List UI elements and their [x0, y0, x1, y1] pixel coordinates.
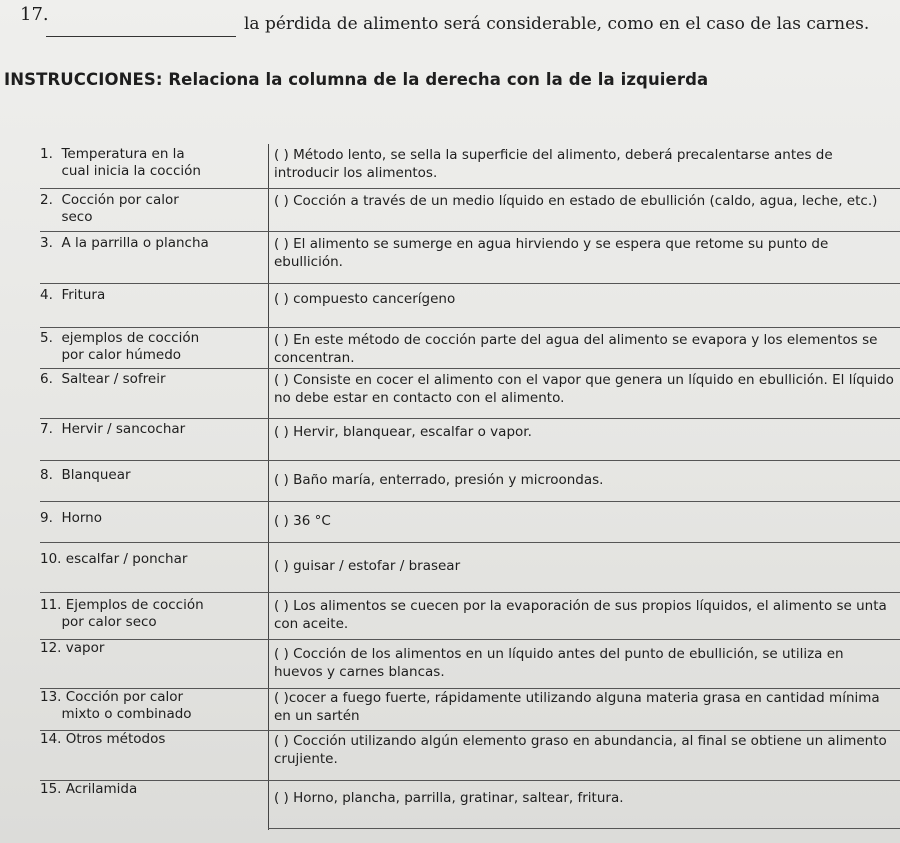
table-row	[40, 688, 900, 731]
left-item: 1. Temperatura en la cual inicia la cocción	[40, 146, 201, 179]
table-row	[40, 144, 900, 186]
right-item: ( ) compuesto cancerígeno	[274, 291, 456, 307]
table-row	[40, 460, 900, 501]
left-item: 2. Cocción por calor seco	[40, 192, 179, 225]
left-item: 11. Ejemplos de cocción por calor seco	[40, 597, 204, 630]
left-item: 5. ejemplos de cocción por calor húmedo	[40, 330, 200, 363]
table-row	[40, 418, 900, 459]
right-item: ( ) Cocción utilizando algún elemento graso en abundancia, al final se obtiene un alimento crujiente.	[274, 733, 887, 767]
left-item: 15. Acrilamida	[40, 781, 138, 797]
right-item: ( ) 36 °C	[274, 513, 331, 529]
right-item: ( ) Cocción de los alimentos en un líquido antes del punto de ebullición, se utiliza en huevos y carnes blancas.	[274, 646, 844, 680]
answer-blank	[46, 36, 236, 37]
left-item: 13. Cocción por calor mixto o combinado	[40, 689, 192, 722]
right-item: ( ) guisar / estofar / brasear	[274, 558, 461, 574]
question-17	[8, 2, 888, 42]
right-item: ( ) Baño maría, enterrado, presión y microondas.	[274, 472, 604, 488]
table-bottom-border	[268, 828, 900, 829]
right-item: ( ) En este método de cocción parte del agua del alimento se evapora y los elementos se concentran.	[274, 332, 878, 366]
table-row	[40, 368, 900, 417]
table-row	[40, 639, 900, 690]
right-item: ( ) Cocción a través de un medio líquido en estado de ebullición (caldo, agua, leche, etc.)	[274, 193, 878, 209]
left-item: 9. Horno	[40, 510, 103, 526]
right-item: ( ) El alimento se sumerge en agua hirviendo y se espera que retome su punto de ebullición.	[274, 236, 829, 270]
table-row	[40, 327, 900, 366]
right-item: ( ) Horno, plancha, parrilla, gratinar, saltear, fritura.	[274, 790, 624, 806]
table-row	[40, 780, 900, 827]
left-item: 14. Otros métodos	[40, 731, 166, 747]
table-row	[40, 283, 900, 326]
left-item: 7. Hervir / sancochar	[40, 421, 186, 437]
instructions-heading: INSTRUCCIONES: Relaciona la columna de la derecha con la de la izquierda	[4, 70, 709, 89]
left-item: 6. Saltear / sofreir	[40, 371, 166, 387]
right-item: ( ) Consiste en cocer el alimento con el vapor que genera un líquido en ebullición. El líquido no debe estar en contacto con el alimento.	[274, 372, 894, 406]
table-row	[40, 730, 900, 779]
right-item: ( ) Los alimentos se cuecen por la evaporación de sus propios líquidos, el alimento se unta con aceite.	[274, 598, 887, 632]
question-number: 17.	[20, 4, 49, 25]
table-row	[40, 501, 900, 542]
left-item: 3. A la parrilla o plancha	[40, 235, 209, 251]
right-item: ( ) Método lento, se sella la superficie del alimento, deberá precalentarse antes de introducir los alimentos.	[274, 147, 833, 181]
left-item: 10. escalfar / ponchar	[40, 551, 188, 567]
matching-table	[0, 140, 900, 830]
right-item: ( )cocer a fuego fuerte, rápidamente utilizando alguna materia grasa en cantidad mínima en un sartén	[274, 690, 880, 724]
table-row	[40, 592, 900, 639]
table-row	[40, 188, 900, 229]
table-row	[40, 231, 900, 282]
left-item: 4. Fritura	[40, 287, 106, 303]
question-text: la pérdida de alimento será considerable, como en el caso de las carnes.	[244, 14, 870, 34]
table-row	[40, 542, 900, 591]
left-item: 12. vapor	[40, 640, 105, 656]
left-item: 8. Blanquear	[40, 467, 131, 483]
right-item: ( ) Hervir, blanquear, escalfar o vapor.	[274, 424, 532, 440]
